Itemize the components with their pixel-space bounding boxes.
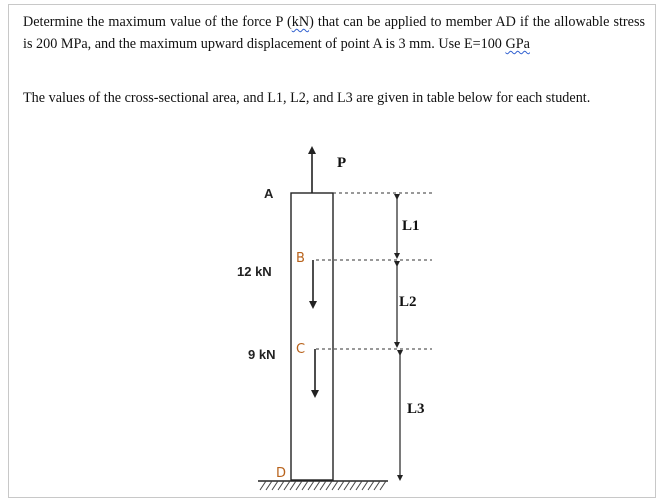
ground-hatch — [260, 481, 386, 490]
point-a-label: A — [264, 186, 274, 201]
force-p-label: P — [337, 155, 347, 171]
dim-l2-label: L2 — [399, 294, 417, 310]
member-column — [291, 193, 333, 480]
dim-l3-label: L3 — [407, 401, 425, 417]
problem-note: The values of the cross-sectional area, and L1, L2, and L3 are given in table below for each student. — [23, 90, 591, 106]
statement-text-2: ) that can be applied to member AD if the allowable stress is 200 MPa, and the maximum upward displacement of point A is 3 mm. Use E=100 — [23, 14, 645, 52]
unit-gpa: GPa — [505, 36, 530, 52]
load-b-label: 12 kN — [237, 264, 272, 279]
point-b-label: B — [296, 251, 305, 266]
point-c-label: C — [296, 342, 306, 357]
load-c-label: 9 kN — [248, 347, 276, 362]
point-d-label: D — [276, 466, 287, 481]
dim-l1-label: L1 — [402, 218, 420, 234]
statement-text-1: Determine the maximum value of the force P ( — [23, 14, 292, 30]
unit-kn: kN — [291, 14, 310, 30]
